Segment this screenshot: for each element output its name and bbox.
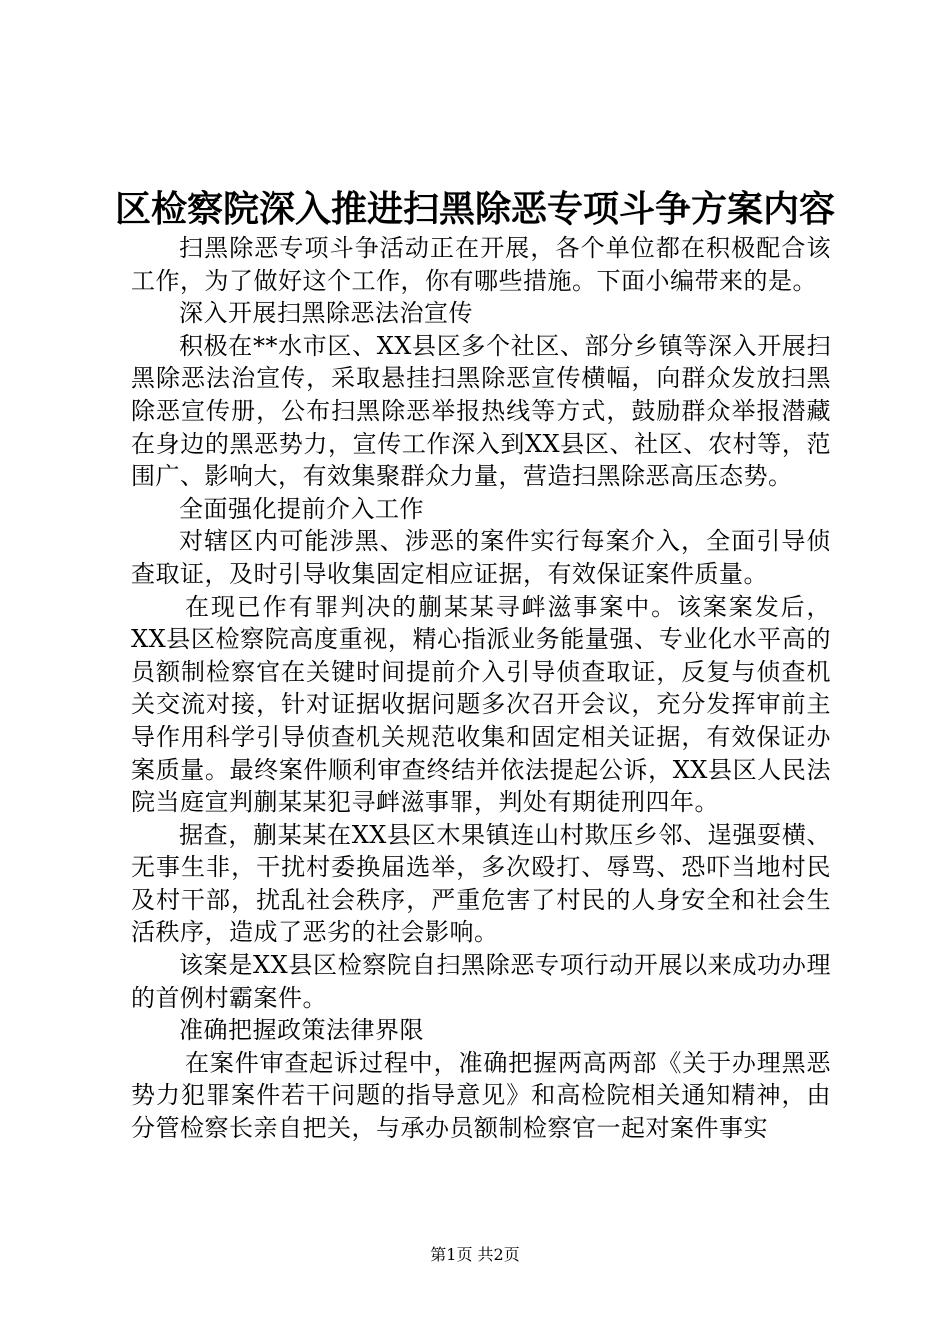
section-heading-early-intervention: 全面强化提前介入工作 [179, 494, 424, 523]
document-body [131, 232, 831, 1145]
publicity-paragraph: 积极在**水市区、XX县区多个社区、部分乡镇等深入开展扫黑除恶法治宣传，采取悬挂扫黑除恶宣传横幅，向群众发放扫黑除恶宣传册，公布扫黑除恶举报热线等方式，鼓励群众举报潜藏在身边的黑恶势力，宣传工作深入到XX县区、社区、农村等，范围广、影响大，有效集聚群众力量，营造扫黑除恶高压态势。 [131, 331, 831, 491]
document-title: 区检察院深入推进扫黑除恶专项斗争方案内容 [114, 188, 835, 230]
case-paragraph: 在现已作有罪判决的蒯某某寻衅滋事案中。该案案发后，XX县区检察院高度重视，精心指派业务能量强、专业化水平高的员额制检察官在关键时间提前介入引导侦查取证，反复与侦查机关交流对接，针对证据收据问题多次召开会议，充分发挥审前主导作用科学引导侦查机关规范收集和固定相关证据，有效保证办案质量。最终案件顺利审查终结并依法提起公诉，XX县区人民法院当庭宣判蒯某某犯寻衅滋事罪，判处有期徒刑四年。 [131, 592, 831, 817]
section-heading-policy: 准确把握政策法律界限 [179, 1016, 424, 1045]
page-number-footer: 第1页 共2页 [430, 1245, 520, 1264]
section-heading-publicity: 深入开展扫黑除恶法治宣传 [179, 299, 473, 328]
first-case-paragraph: 该案是XX县区检察院自扫黑除恶专项行动开展以来成功办理的首例村霸案件。 [131, 951, 831, 1012]
intervention-paragraph: 对辖区内可能涉黑、涉恶的案件实行每案介入，全面引导侦查取证，及时引导收集固定相应证据，有效保证案件质量。 [131, 527, 831, 588]
investigation-paragraph: 据查，蒯某某在XX县区木果镇连山村欺压乡邻、逞强耍横、无事生非，干扰村委换届选举，多次殴打、辱骂、恐吓当地村民及村干部，扰乱社会秩序，严重危害了村民的人身安全和社会生活秩序，造成了恶劣的社会影响。 [131, 820, 831, 947]
policy-paragraph: 在案件审查起诉过程中，准确把握两高两部《关于办理黑恶势力犯罪案件若干问题的指导意见》和高检院相关通知精神，由分管检察长亲自把关，与承办员额制检察官一起对案件事实 [131, 1048, 831, 1143]
intro-paragraph: 扫黑除恶专项斗争活动正在开展，各个单位都在积极配合该工作，为了做好这个工作，你有哪些措施。下面小编带来的是。 [131, 234, 831, 295]
